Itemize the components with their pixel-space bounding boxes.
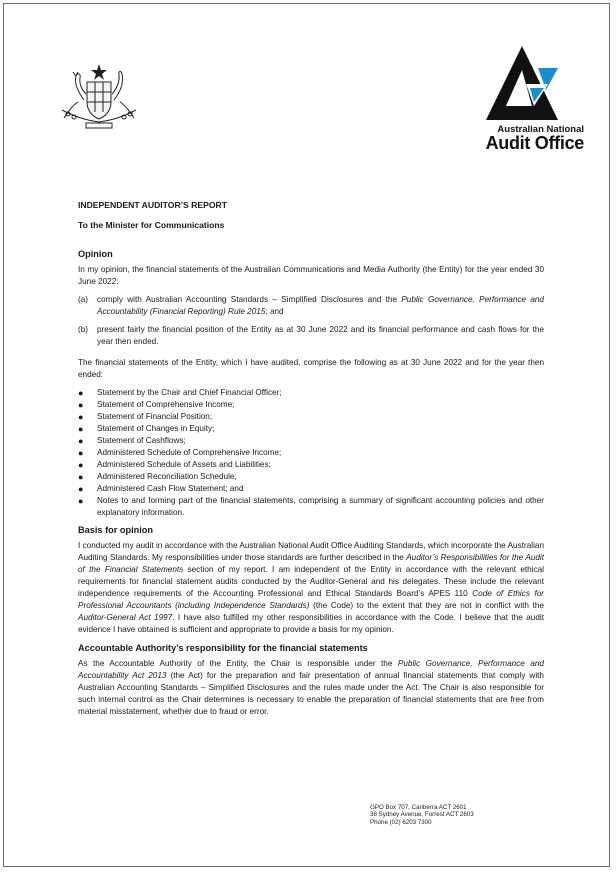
bullet-icon: ● bbox=[78, 388, 84, 398]
bullet-icon: ● bbox=[78, 412, 84, 422]
opinion-intro: In my opinion, the financial statements of the Australian Communications and Media Authority (the Entity) for the year ended 30 June 2022: bbox=[78, 265, 544, 286]
document-page bbox=[3, 3, 610, 867]
item-text-end: ; and bbox=[265, 307, 284, 316]
item-text: comply with Australian Accounting Standards – Simplified Disclosures and the bbox=[97, 295, 402, 304]
opinion-item-b bbox=[78, 324, 544, 348]
opinion-heading: Opinion bbox=[78, 249, 113, 259]
statements-intro: The financial statements of the Entity, which I have audited, comprise the following as at 30 June 2022 and for the year then ended: bbox=[78, 358, 544, 379]
anao-triangle-icon bbox=[466, 44, 586, 122]
item-text: present fairly the financial position of the Entity as at 30 June 2022 and its financial performance and cash flows for the year then ended. bbox=[97, 325, 544, 346]
list-item: ● Administered Reconciliation Schedule; bbox=[78, 472, 237, 482]
coat-of-arms-icon bbox=[54, 62, 144, 130]
logo-text-line2: Audit Office bbox=[485, 133, 584, 153]
address-line: GPO Box 707, Canberra ACT 2601 bbox=[370, 804, 467, 811]
logo-text-line1: Australian National bbox=[497, 124, 584, 135]
bullet-icon: ● bbox=[78, 424, 84, 434]
report-body bbox=[78, 199, 544, 718]
list-item: ● Statement of Cashflows; bbox=[78, 436, 186, 446]
basis-heading: Basis for opinion bbox=[78, 525, 154, 535]
report-addressee: To the Minister for Communications bbox=[78, 220, 225, 230]
report-title: INDEPENDENT AUDITOR’S REPORT bbox=[78, 200, 227, 210]
list-item: ● Statement of Comprehensive Income; bbox=[78, 400, 235, 410]
opinion-list bbox=[78, 294, 544, 348]
opinion-item-a bbox=[78, 294, 544, 318]
bullet-icon: ● bbox=[78, 400, 84, 410]
list-item: ● Administered Cash Flow Statement; and bbox=[78, 484, 244, 494]
item-label: (b) bbox=[78, 325, 89, 334]
bullet-icon: ● bbox=[78, 448, 84, 458]
item-emphasis: Public Governance, Performance and Accountability (Financial Reporting) Rule 2015 bbox=[97, 295, 544, 316]
authority-heading: Accountable Authority’s responsibility for the financial statements bbox=[78, 643, 368, 653]
list-item: ● Administered Schedule of Comprehensive Income; bbox=[78, 448, 282, 458]
phone-line: Phone (02) 6203 7300 bbox=[370, 818, 432, 826]
bullet-icon: ● bbox=[78, 484, 84, 494]
bullet-icon: ● bbox=[78, 496, 84, 506]
list-item: ● Statement of Changes in Equity; bbox=[78, 424, 215, 434]
statements-list bbox=[78, 387, 544, 519]
list-item: ● Administered Schedule of Assets and Liabilities; bbox=[78, 460, 271, 470]
address-line: 38 Sydney Avenue, Forrest ACT 2603 bbox=[370, 811, 474, 819]
bullet-icon: ● bbox=[78, 436, 84, 446]
authority-paragraph: As the Accountable Authority of the Entity, the Chair is responsible under the Public Governance, Performance and Accountability Act 2013 (the Act) for the preparation and fair presentation of annual financial statements that comply with Australian Accounting Standards – Simplified Disclosures and the rules made under the Act. The Chair is also responsible for such internal control as the Chair determines is necessary to enable the preparation of financial statements that are free from material misstatement, whether due to fraud or error. bbox=[78, 659, 544, 716]
list-item: ● Notes to and forming part of the financial statements, comprising a summary of significant accounting policies and other explanatory information. bbox=[78, 496, 544, 517]
anao-logo bbox=[466, 44, 586, 154]
list-item: ● Statement by the Chair and Chief Financial Officer; bbox=[78, 388, 282, 398]
basis-paragraph: I conducted my audit in accordance with the Australian National Audit Office Auditing Standards, which incorporate the Australian Auditing Standards. My responsibilities under those standards are further described in the Auditor’s Responsibilities for the Audit of the Financial Statements section of my report. I am independent of the Entity in accordance with the relevant ethical requirements for financial statement audits conducted by the Auditor-General and his delegates. These include the relevant independence requirements of the Accounting Professional and Ethical Standards Board’s APES 110 Code of Ethics for Professional Accountants (including Independence Standards) (the Code) to the extent that they are not in conflict with the Auditor-General Act 1997. I have also fulfilled my other responsibilities in accordance with the Code. I believe that the audit evidence I have obtained is sufficient and appropriate to provide a basis for my opinion. bbox=[78, 541, 545, 634]
item-label: (a) bbox=[78, 295, 89, 304]
bullet-icon: ● bbox=[78, 460, 84, 470]
list-item: ● Statement of Financial Position; bbox=[78, 412, 213, 422]
office-address bbox=[370, 804, 474, 826]
bullet-icon: ● bbox=[78, 472, 84, 482]
